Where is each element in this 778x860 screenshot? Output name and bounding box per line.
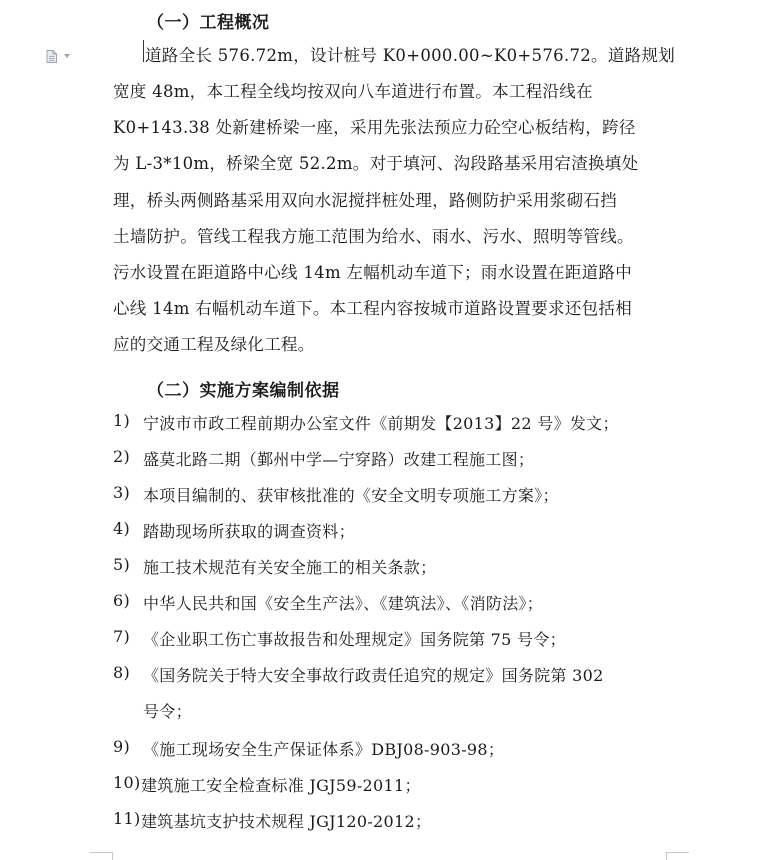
list-number: 1) xyxy=(113,411,131,430)
paragraph-line: 宽度 48m，本工程全线均按双向八车道进行布置。本工程沿线在 xyxy=(113,82,593,101)
text-cursor xyxy=(143,40,144,62)
list-number: 2) xyxy=(113,447,131,466)
list-text: 《国务院关于特大安全事故行政责任追究的规定》国务院第 302 xyxy=(143,666,604,685)
list-text: 施工技术规范有关安全施工的相关条款； xyxy=(143,558,437,577)
list-text: 建筑施工安全检查标准 JGJ59-2011； xyxy=(141,776,421,795)
paragraph-line: 为 L-3*10m，桥梁全宽 52.2m。对于填河、沟段路基采用宕渣换填处 xyxy=(113,154,639,173)
paragraph-line: 道路全长 576.72m，设计桩号 K0+000.00~K0+576.72。道路规划 xyxy=(145,46,676,65)
list-text: 本项目编制的、获审核批准的《安全文明专项施工方案》； xyxy=(143,486,559,505)
list-text-continued: 号令； xyxy=(143,702,192,721)
list-text: 宁波市市政工程前期办公室文件《前期发【2013】22 号》发文； xyxy=(143,414,619,433)
list-number: 11) xyxy=(113,809,141,828)
paragraph-line: 土墙防护。管线工程我方施工范围为给水、雨水、污水、照明等管线。 xyxy=(113,227,634,246)
list-text: 踏勘现场所获取的调查资料； xyxy=(143,522,355,541)
section2-heading: （二）实施方案编制依据 xyxy=(147,381,340,401)
list-text: 《施工现场安全生产保证体系》DBJ08-903-98； xyxy=(143,740,505,759)
list-text: 《企业职工伤亡事故报告和处理规定》国务院第 75 号令； xyxy=(143,630,566,649)
chevron-down-icon[interactable] xyxy=(64,54,70,58)
list-number: 10) xyxy=(113,773,141,792)
list-number: 7) xyxy=(113,627,131,646)
list-number: 4) xyxy=(113,519,131,538)
paragraph-line: 理，桥头两侧路基采用双向水泥搅拌桩处理，路侧防护采用浆砌石挡 xyxy=(113,191,617,210)
list-number: 8) xyxy=(113,663,131,682)
paragraph-line: 应的交通工程及绿化工程。 xyxy=(113,335,315,354)
list-number: 6) xyxy=(113,591,131,610)
paragraph-line: 心线 14m 右幅机动车道下。本工程内容按城市道路设置要求还包括相 xyxy=(113,299,633,318)
section1-heading: （一）工程概况 xyxy=(147,13,270,33)
list-text: 建筑基坑支护技术规程 JGJ120-2012； xyxy=(141,812,432,831)
paragraph-line: K0+143.38 处新建桥梁一座，采用先张法预应力砼空心板结构，跨径 xyxy=(113,118,636,137)
list-number: 5) xyxy=(113,555,131,574)
list-number: 9) xyxy=(113,737,131,756)
list-text: 中华人民共和国《安全生产法》、《建筑法》、《消防法》； xyxy=(143,594,544,613)
paragraph-line: 污水设置在距道路中心线 14m 左幅机动车道下；雨水设置在距道路中 xyxy=(113,263,633,282)
list-text: 盛莫北路二期（鄞州中学—宁穿路）改建工程施工图； xyxy=(143,450,535,469)
list-number: 3) xyxy=(113,483,131,502)
document-icon[interactable] xyxy=(46,50,57,63)
